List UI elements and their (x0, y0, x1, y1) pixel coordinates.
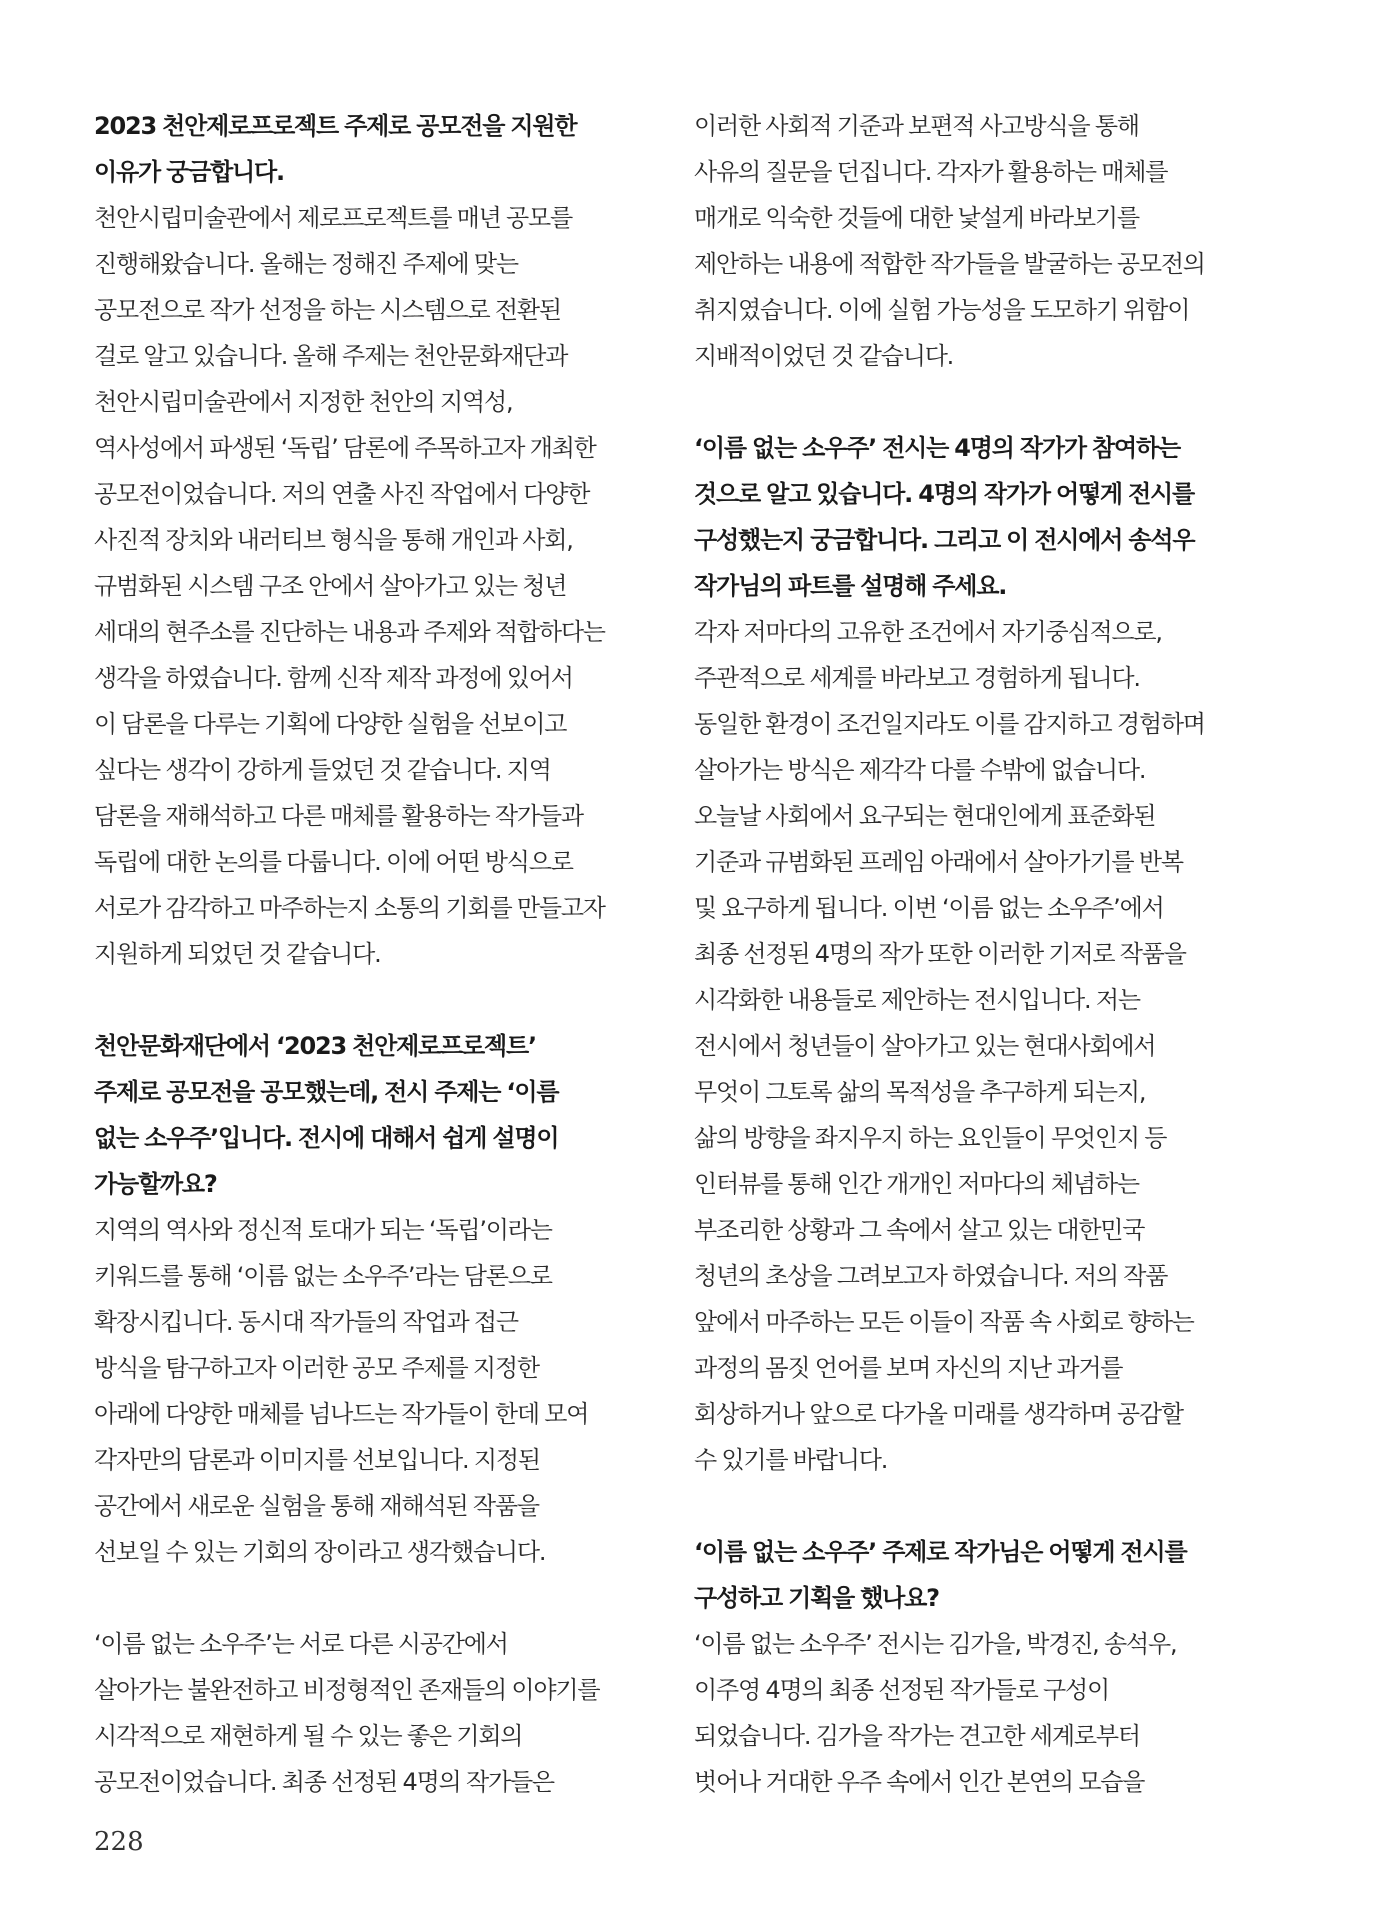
answer-line: 지역의 역사와 정신적 토대가 되는 ‘독립’이라는 (94, 1216, 552, 1244)
answer-line: 무엇이 그토록 삶의 목적성을 추구하게 되는지, (694, 1078, 1146, 1106)
answer-line: 벗어나 거대한 우주 속에서 인간 본연의 모습을 (694, 1768, 1145, 1796)
left-column (94, 103, 654, 1805)
answer-line: 시각화한 내용들로 제안하는 전시입니다. 저는 (694, 986, 1140, 1014)
question-line: 작가님의 파트를 설명해 주세요. (694, 572, 1007, 600)
answer-line: 공모전이었습니다. 최종 선정된 4명의 작가들은 (94, 1768, 554, 1796)
answer-line: 천안시립미술관에서 제로프로젝트를 매년 공모를 (94, 204, 572, 232)
answer-line: 주관적으로 세계를 바라보고 경험하게 됩니다. (694, 664, 1140, 692)
answer-line: 공간에서 새로운 실험을 통해 재해석된 작품을 (94, 1492, 539, 1520)
answer-line: 매개로 익숙한 것들에 대한 낯설게 바라보기를 (694, 204, 1139, 232)
answer-line: 제안하는 내용에 적합한 작가들을 발굴하는 공모전의 (694, 250, 1205, 278)
answer-line: 오늘날 사회에서 요구되는 현대인에게 표준화된 (694, 802, 1156, 830)
answer-line: 기준과 규범화된 프레임 아래에서 살아가기를 반복 (694, 848, 1183, 876)
answer-line: 각자 저마다의 고유한 조건에서 자기중심적으로, (694, 618, 1162, 646)
answer-line: 공모전으로 작가 선정을 하는 시스템으로 전환된 (94, 296, 561, 324)
answer-line: 인터뷰를 통해 인간 개개인 저마다의 체념하는 (694, 1170, 1139, 1198)
question-line: 가능할까요? (94, 1170, 217, 1198)
question-line: 구성했는지 궁금합니다. 그리고 이 전시에서 송석우 (694, 526, 1195, 554)
answer-line: 진행해왔습니다. 올해는 정해진 주제에 맞는 (94, 250, 518, 278)
answer-line: 시각적으로 재현하게 될 수 있는 좋은 기회의 (94, 1722, 523, 1750)
answer-line: 살아가는 방식은 제각각 다를 수밖에 없습니다. (694, 756, 1146, 784)
page-number: 228 (94, 1827, 144, 1857)
paragraph-gap (94, 977, 654, 1023)
answer-line: 싶다는 생각이 강하게 들었던 것 같습니다. 지역 (94, 756, 551, 784)
right-column (694, 103, 1254, 1805)
question-line: 천안문화재단에서 ‘2023 천안제로프로젝트’ (94, 1032, 536, 1060)
question-line: 것으로 알고 있습니다. 4명의 작가가 어떻게 전시를 (694, 480, 1195, 508)
question-line: 주제로 공모전을 공모했는데, 전시 주제는 ‘이름 (94, 1078, 559, 1106)
answer-line: 사진적 장치와 내러티브 형식을 통해 개인과 사회, (94, 526, 573, 554)
answer-line: 부조리한 상황과 그 속에서 살고 있는 대한민국 (694, 1216, 1145, 1244)
question-line: ‘이름 없는 소우주’ 전시는 4명의 작가가 참여하는 (694, 434, 1180, 462)
answer-line: 서로가 감각하고 마주하는지 소통의 기회를 만들고자 (94, 894, 605, 922)
answer-line: 수 있기를 바랍니다. (694, 1446, 888, 1474)
answer-line: 선보일 수 있는 기회의 장이라고 생각했습니다. (94, 1538, 546, 1566)
paragraph-gap (694, 1483, 1254, 1529)
answer-line: 아래에 다양한 매체를 넘나드는 작가들이 한데 모여 (94, 1400, 589, 1428)
answer-line: 지원하게 되었던 것 같습니다. (94, 940, 381, 968)
answer-line: 독립에 대한 논의를 다룹니다. 이에 어떤 방식으로 (94, 848, 573, 876)
answer-line: 이 담론을 다루는 기획에 다양한 실험을 선보이고 (94, 710, 567, 738)
paragraph-gap (94, 1575, 654, 1621)
answer-line: 동일한 환경이 조건일지라도 이를 감지하고 경험하며 (694, 710, 1205, 738)
answer-line: 천안시립미술관에서 지정한 천안의 지역성, (94, 388, 513, 416)
question-line: 없는 소우주’입니다. 전시에 대해서 쉽게 설명이 (94, 1124, 559, 1152)
answer-line: 확장시킵니다. 동시대 작가들의 작업과 접근 (94, 1308, 518, 1336)
answer-line: 되었습니다. 김가을 작가는 견고한 세계로부터 (694, 1722, 1140, 1750)
answer-line: 걸로 알고 있습니다. 올해 주제는 천안문화재단과 (94, 342, 568, 370)
answer-line: 삶의 방향을 좌지우지 하는 요인들이 무엇인지 등 (694, 1124, 1167, 1152)
answer-line: 및 요구하게 됩니다. 이번 ‘이름 없는 소우주’에서 (694, 894, 1164, 922)
answer-line: 방식을 탐구하고자 이러한 공모 주제를 지정한 (94, 1354, 539, 1382)
answer-line: 각자만의 담론과 이미지를 선보입니다. 지정된 (94, 1446, 540, 1474)
answer-line: ‘이름 없는 소우주’는 서로 다른 시공간에서 (94, 1630, 508, 1658)
answer-line: 전시에서 청년들이 살아가고 있는 현대사회에서 (694, 1032, 1156, 1060)
answer-line: 역사성에서 파생된 ‘독립’ 담론에 주목하고자 개최한 (94, 434, 596, 462)
answer-line: 이주영 4명의 최종 선정된 작가들로 구성이 (694, 1676, 1109, 1704)
answer-line: 회상하거나 앞으로 다가올 미래를 생각하며 공감할 (694, 1400, 1183, 1428)
answer-line: 규범화된 시스템 구조 안에서 살아가고 있는 청년 (94, 572, 567, 600)
answer-line: 취지였습니다. 이에 실험 가능성을 도모하기 위함이 (694, 296, 1190, 324)
question-line: 이유가 궁금합니다. (94, 158, 284, 186)
question-line: 구성하고 기획을 했나요? (694, 1584, 939, 1612)
answer-line: ‘이름 없는 소우주’ 전시는 김가을, 박경진, 송석우, (694, 1630, 1177, 1658)
answer-line: 키워드를 통해 ‘이름 없는 소우주’라는 담론으로 (94, 1262, 552, 1290)
paragraph-gap (694, 379, 1254, 425)
answer-line: 세대의 현주소를 진단하는 내용과 주제와 적합하다는 (94, 618, 605, 646)
answer-line: 앞에서 마주하는 모든 이들이 작품 속 사회로 향하는 (694, 1308, 1194, 1336)
answer-line: 청년의 초상을 그려보고자 하였습니다. 저의 작품 (694, 1262, 1168, 1290)
question-line: 2023 천안제로프로젝트 주제로 공모전을 지원한 (94, 112, 577, 140)
answer-line: 사유의 질문을 던집니다. 각자가 활용하는 매체를 (694, 158, 1168, 186)
answer-line: 생각을 하였습니다. 함께 신작 제작 과정에 있어서 (94, 664, 573, 692)
question-line: ‘이름 없는 소우주’ 주제로 작가님은 어떻게 전시를 (694, 1538, 1187, 1566)
answer-line: 최종 선정된 4명의 작가 또한 이러한 기저로 작품을 (694, 940, 1186, 968)
answer-line: 지배적이었던 것 같습니다. (694, 342, 954, 370)
answer-line: 이러한 사회적 기준과 보편적 사고방식을 통해 (694, 112, 1139, 140)
answer-line: 공모전이었습니다. 저의 연출 사진 작업에서 다양한 (94, 480, 590, 508)
answer-line: 담론을 재해석하고 다른 매체를 활용하는 작가들과 (94, 802, 583, 830)
answer-line: 살아가는 불완전하고 비정형적인 존재들의 이야기를 (94, 1676, 600, 1704)
answer-line: 과정의 몸짓 언어를 보며 자신의 지난 과거를 (694, 1354, 1123, 1382)
